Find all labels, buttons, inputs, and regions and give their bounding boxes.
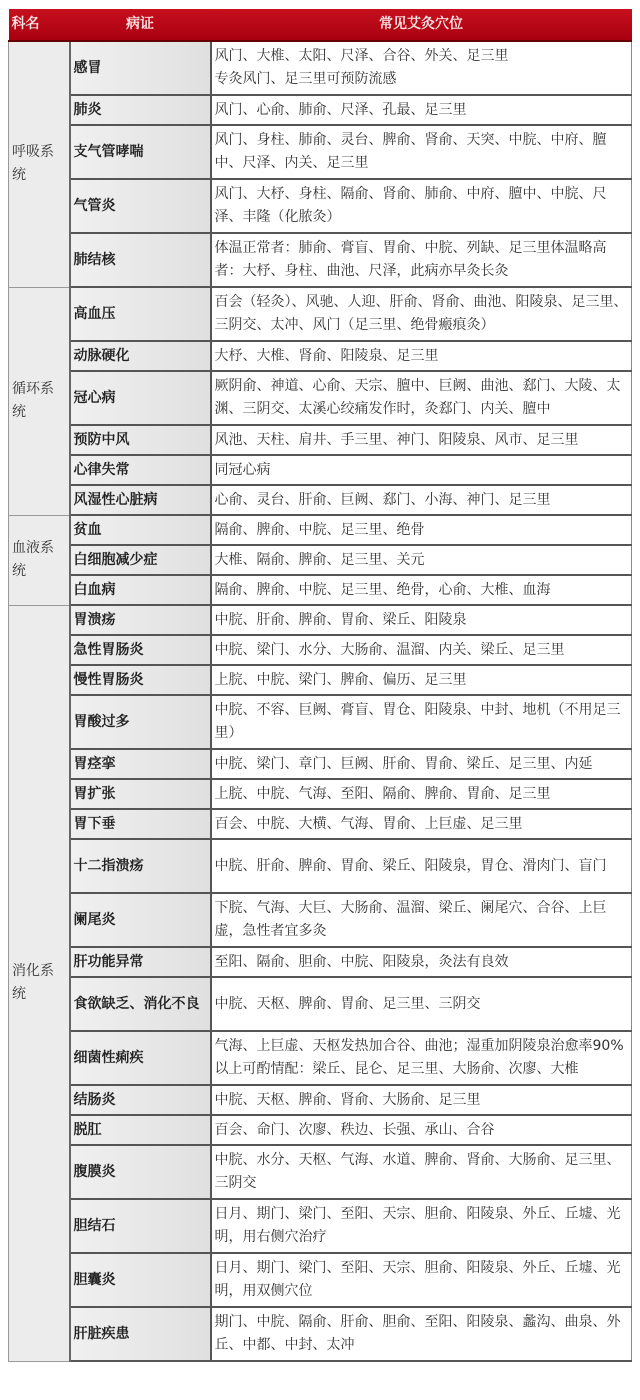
points-cell: 中脘、肝俞、脾俞、胃俞、梁丘、阳陵泉，胃仓、滑肉门、盲门: [211, 839, 632, 893]
points-cell: 同冠心病: [211, 455, 632, 485]
disease-cell: 结肠炎: [70, 1085, 211, 1115]
category-cell: 消化系统: [9, 605, 70, 1361]
table-row: [9, 1085, 632, 1115]
table-row: [9, 749, 632, 779]
points-cell: 中脘、梁门、章门、巨阙、肝俞、胃俞、梁丘、足三里、内延: [211, 749, 632, 779]
disease-cell: 肺炎: [70, 95, 211, 125]
table-row: [9, 779, 632, 809]
table-row: [9, 1253, 632, 1307]
points-cell: 隔俞、脾俞、中脘、足三里、绝骨，心俞、大椎、血海: [211, 575, 632, 605]
points-cell: 风门、身柱、肺俞、灵台、脾俞、肾俞、天突、中脘、中府、膻中、尺泽、内关、足三里: [211, 125, 632, 179]
table-row: [9, 485, 632, 515]
disease-cell: 支气管哮喘: [70, 125, 211, 179]
disease-cell: 胃下垂: [70, 809, 211, 839]
disease-cell: 肝脏疾患: [70, 1307, 211, 1361]
points-cell: 中脘、天枢、脾俞、胃俞、足三里、三阴交: [211, 977, 632, 1031]
header-disease: 病证: [70, 9, 211, 41]
points-cell: 至阳、隔俞、胆俞、中脘、阳陵泉，灸法有良效: [211, 947, 632, 977]
points-cell: 日月、期门、梁门、至阳、天宗、胆俞、阳陵泉、外丘、丘墟、光明，用右侧穴治疗: [211, 1199, 632, 1253]
disease-cell: 动脉硬化: [70, 341, 211, 371]
points-cell: 百会、命门、次廖、秩边、长强、承山、合谷: [211, 1115, 632, 1145]
table-row: [9, 1307, 632, 1361]
disease-cell: 肺结核: [70, 233, 211, 287]
disease-cell: 食欲缺乏、消化不良: [70, 977, 211, 1031]
points-cell: 隔俞、脾俞、中脘、足三里、绝骨: [211, 515, 632, 545]
disease-cell: 感冒: [70, 41, 211, 95]
table-row: [9, 425, 632, 455]
disease-cell: 胃扩张: [70, 779, 211, 809]
disease-cell: 肝功能异常: [70, 947, 211, 977]
points-cell: 百会、中脘、大横、气海、胃俞、上巨虚、足三里: [211, 809, 632, 839]
table-row: [9, 341, 632, 371]
points-cell: 中脘、梁门、水分、大肠俞、温溜、内关、梁丘、足三里: [211, 635, 632, 665]
disease-cell: 慢性胃肠炎: [70, 665, 211, 695]
points-cell: 风门、心俞、肺俞、尺泽、孔最、足三里: [211, 95, 632, 125]
table-row: [9, 977, 632, 1031]
disease-cell: 细菌性痢疾: [70, 1031, 211, 1085]
table-row: [9, 893, 632, 947]
table-row: [9, 41, 632, 95]
points-cell: 中脘、不容、巨阙、膏盲、胃仓、阳陵泉、中封、地机（不用足三里）: [211, 695, 632, 749]
table-row: [9, 1199, 632, 1253]
table-row: [9, 695, 632, 749]
disease-cell: 气管炎: [70, 179, 211, 233]
table-row: [9, 605, 632, 635]
table-row: [9, 455, 632, 485]
disease-cell: 预防中风: [70, 425, 211, 455]
disease-cell: 胆囊炎: [70, 1253, 211, 1307]
disease-cell: 白细胞减少症: [70, 545, 211, 575]
disease-cell: 心律失常: [70, 455, 211, 485]
points-cell: 气海、上巨虚、天枢发热加合谷、曲池；湿重加阴陵泉治愈率90%以上可酌情配：梁丘、昆仑、足三里、大肠俞、次廖、大椎: [211, 1031, 632, 1085]
disease-cell: 急性胃肠炎: [70, 635, 211, 665]
table-row: [9, 575, 632, 605]
table-row: [9, 1031, 632, 1085]
points-cell: 厥阴俞、神道、心俞、天宗、膻中、巨阙、曲池、郄门、大陵、太渊、三阴交、太溪心绞痛发作时，灸郄门、内关、膻中: [211, 371, 632, 425]
points-cell: 风门、大椎、太阳、尺泽、合谷、外关、足三里 专灸风门、足三里可预防流感: [211, 41, 632, 95]
disease-cell: 胃溃疡: [70, 605, 211, 635]
points-cell: 大杼、大椎、肾俞、阳陵泉、足三里: [211, 341, 632, 371]
table-row: [9, 839, 632, 893]
header-category: 科名: [9, 9, 70, 41]
header-points: 常见艾灸穴位: [211, 9, 632, 41]
table-row: [9, 371, 632, 425]
category-cell: 呼吸系统: [9, 41, 70, 287]
table-row: [9, 287, 632, 341]
category-cell: 血液系统: [9, 515, 70, 605]
disease-cell: 脱肛: [70, 1115, 211, 1145]
table-row: [9, 179, 632, 233]
disease-cell: 风湿性心脏病: [70, 485, 211, 515]
disease-cell: 白血病: [70, 575, 211, 605]
points-cell: 百会（轻灸）、风驰、人迎、肝俞、肾俞、曲池、阳陵泉、足三里、三阴交、太冲、风门（足三里、绝骨瘢痕灸）: [211, 287, 632, 341]
points-cell: 上脘、中脘、气海、至阳、隔俞、脾俞、胃俞、足三里: [211, 779, 632, 809]
points-cell: 期门、中脘、隔俞、肝俞、胆俞、至阳、阳陵泉、蠡沟、曲泉、外丘、中都、中封、太冲: [211, 1307, 632, 1361]
disease-cell: 腹膜炎: [70, 1145, 211, 1199]
points-cell: 风池、天柱、肩井、手三里、神门、阳陵泉、风市、足三里: [211, 425, 632, 455]
table-row: [9, 635, 632, 665]
table-row: [9, 947, 632, 977]
points-cell: 中脘、肝俞、脾俞、胃俞、梁丘、阳陵泉: [211, 605, 632, 635]
header-row: [9, 9, 632, 41]
table-row: [9, 125, 632, 179]
disease-cell: 冠心病: [70, 371, 211, 425]
table-row: [9, 1145, 632, 1199]
disease-cell: 高血压: [70, 287, 211, 341]
table-row: [9, 515, 632, 545]
table-row: [9, 665, 632, 695]
points-cell: 日月、期门、梁门、至阳、天宗、胆俞、阳陵泉、外丘、丘墟、光明，用双侧穴位: [211, 1253, 632, 1307]
disease-cell: 胃酸过多: [70, 695, 211, 749]
table-body: [9, 41, 632, 1361]
points-cell: 大椎、隔俞、脾俞、足三里、关元: [211, 545, 632, 575]
table-row: [9, 233, 632, 287]
points-cell: 上脘、中脘、梁门、脾俞、偏历、足三里: [211, 665, 632, 695]
points-cell: 风门、大杼、身柱、隔俞、肾俞、肺俞、中府、膻中、中脘、尺泽、丰隆（化脓灸）: [211, 179, 632, 233]
table-row: [9, 1115, 632, 1145]
table-row: [9, 545, 632, 575]
disease-cell: 胆结石: [70, 1199, 211, 1253]
disease-cell: 贫血: [70, 515, 211, 545]
category-cell: 循环系统: [9, 287, 70, 515]
table-row: [9, 809, 632, 839]
points-cell: 下脘、气海、大巨、大肠俞、温溜、梁丘、阑尾穴、合谷、上巨虚，急性者宜多灸: [211, 893, 632, 947]
moxibustion-table: [8, 9, 632, 1362]
points-cell: 心俞、灵台、肝俞、巨阙、郄门、小海、神门、足三里: [211, 485, 632, 515]
disease-cell: 胃痉挛: [70, 749, 211, 779]
points-cell: 中脘、天枢、脾俞、肾俞、大肠俞、足三里: [211, 1085, 632, 1115]
table-row: [9, 95, 632, 125]
disease-cell: 十二指溃疡: [70, 839, 211, 893]
disease-cell: 阑尾炎: [70, 893, 211, 947]
points-cell: 体温正常者：肺俞、膏盲、胃俞、中脘、列缺、足三里体温略高者：大杼、身柱、曲池、尺泽，此病亦早灸长灸: [211, 233, 632, 287]
points-cell: 中脘、水分、天枢、气海、水道、脾俞、肾俞、大肠俞、足三里、三阴交: [211, 1145, 632, 1199]
